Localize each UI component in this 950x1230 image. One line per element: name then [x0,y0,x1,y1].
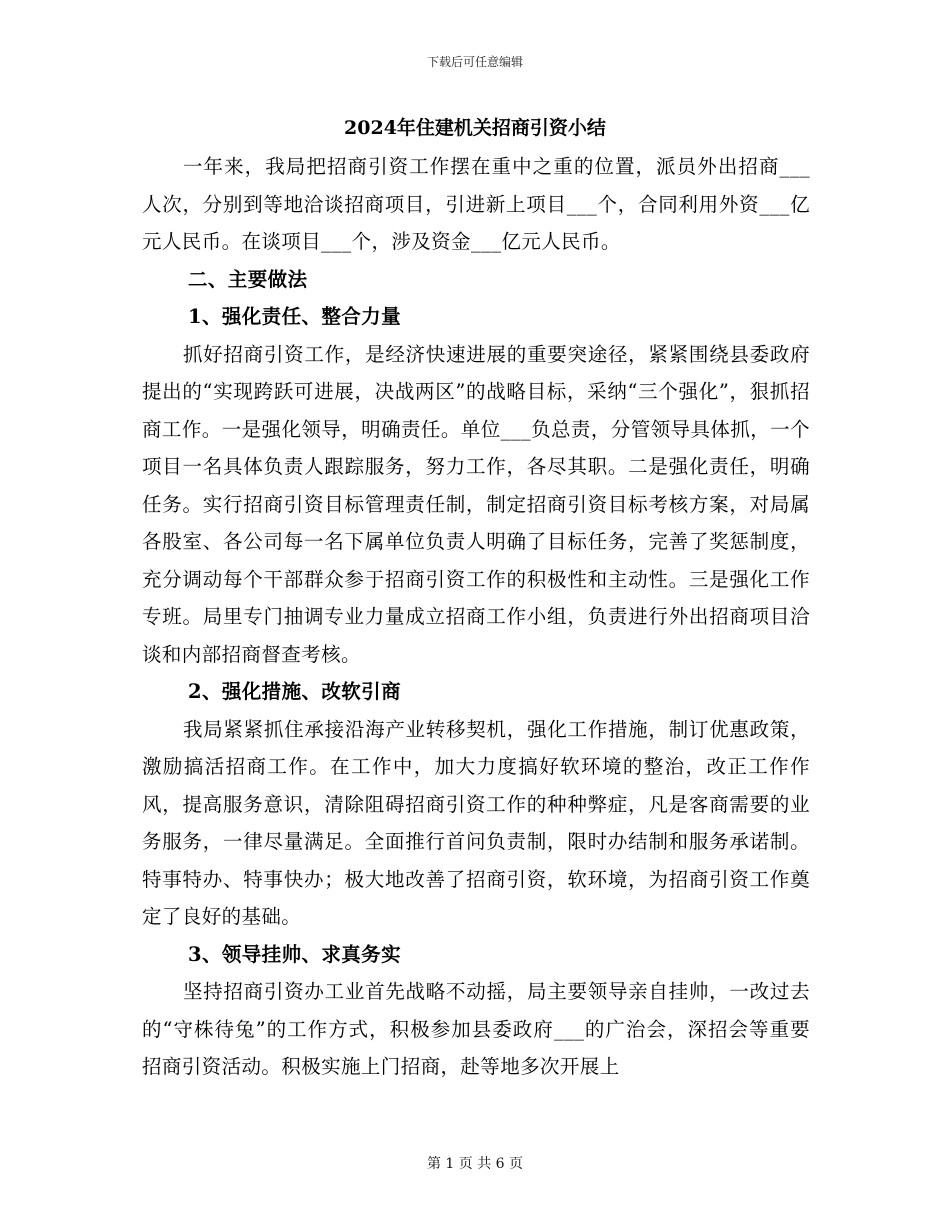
subsection-3-heading: 3、领导挂帅、求真务实 [188,942,401,966]
subsection-2-heading: 2、强化措施、改软引商 [188,680,401,703]
subsection-3-paragraph: 坚持招商引资办工业首先战略不动摇，局主要领导亲自挂帅，一改过去的“守株待兔”的工作方式，积极参加县委政府___的广治会，深招会等重要招商引资活动。积极实施上门招商，赴等地多次开展上 [142,980,810,1078]
page-header-note: 下载后可任意编辑 [426,55,523,69]
document-body [142,148,810,1086]
section-heading: 二、主要做法 [188,267,308,291]
subsection-1-heading: 1、强化责任、整合力量 [188,305,401,328]
page-number: 第 1 页 共 6 页 [426,1156,524,1172]
subsection-1-paragraph: 抓好招商引资工作，是经济快速进展的重要突途径，紧紧围绕县委政府提出的“实现跨跃可进展，决战两区”的战略目标，采纳“三个强化”，狠抓招商工作。一是强化领导，明确责任。单位___负总责，分管领导具体抓，一个项目一名具体负责人跟踪服务，努力工作，各尽其职。二是强化责任，明确任务。实行招商引资目标管理责任制，制定招商引资目标考核方案，对局属各股室、各公司每一名下属单位负责人明确了目标任务，完善了奖惩制度，充分调动每个干部群众参于招商引资工作的积极性和主动性。三是强化工作专班。局里专门抽调专业力量成立招商工作小组，负责进行外出招商项目洽谈和内部招商督查考核。 [142,342,810,666]
intro-paragraph: 一年来，我局把招商引资工作摆在重中之重的位置，派员外出招商___人次，分别到等地洽谈招商项目，引进新上项目___个，合同利用外资___亿元人民币。在谈项目___个，涉及资金___亿元人民币。 [142,155,810,253]
subsection-2-paragraph: 我局紧紧抓住承接沿海产业转移契机，强化工作措施，制订优惠政策，激励搞活招商工作。在工作中，加大力度搞好软环境的整治，改正工作作风，提高服务意识，清除阻碍招商引资工作的种种弊症，凡是客商需要的业务服务，一律尽量满足。全面推行首问负责制，限时办结制和服务承诺制。特事特办、特事快办；极大地改善了招商引资，软环境，为招商引资工作奠定了良好的基础。 [142,717,810,928]
document-title: 2024年住建机关招商引资小结 [344,117,606,139]
